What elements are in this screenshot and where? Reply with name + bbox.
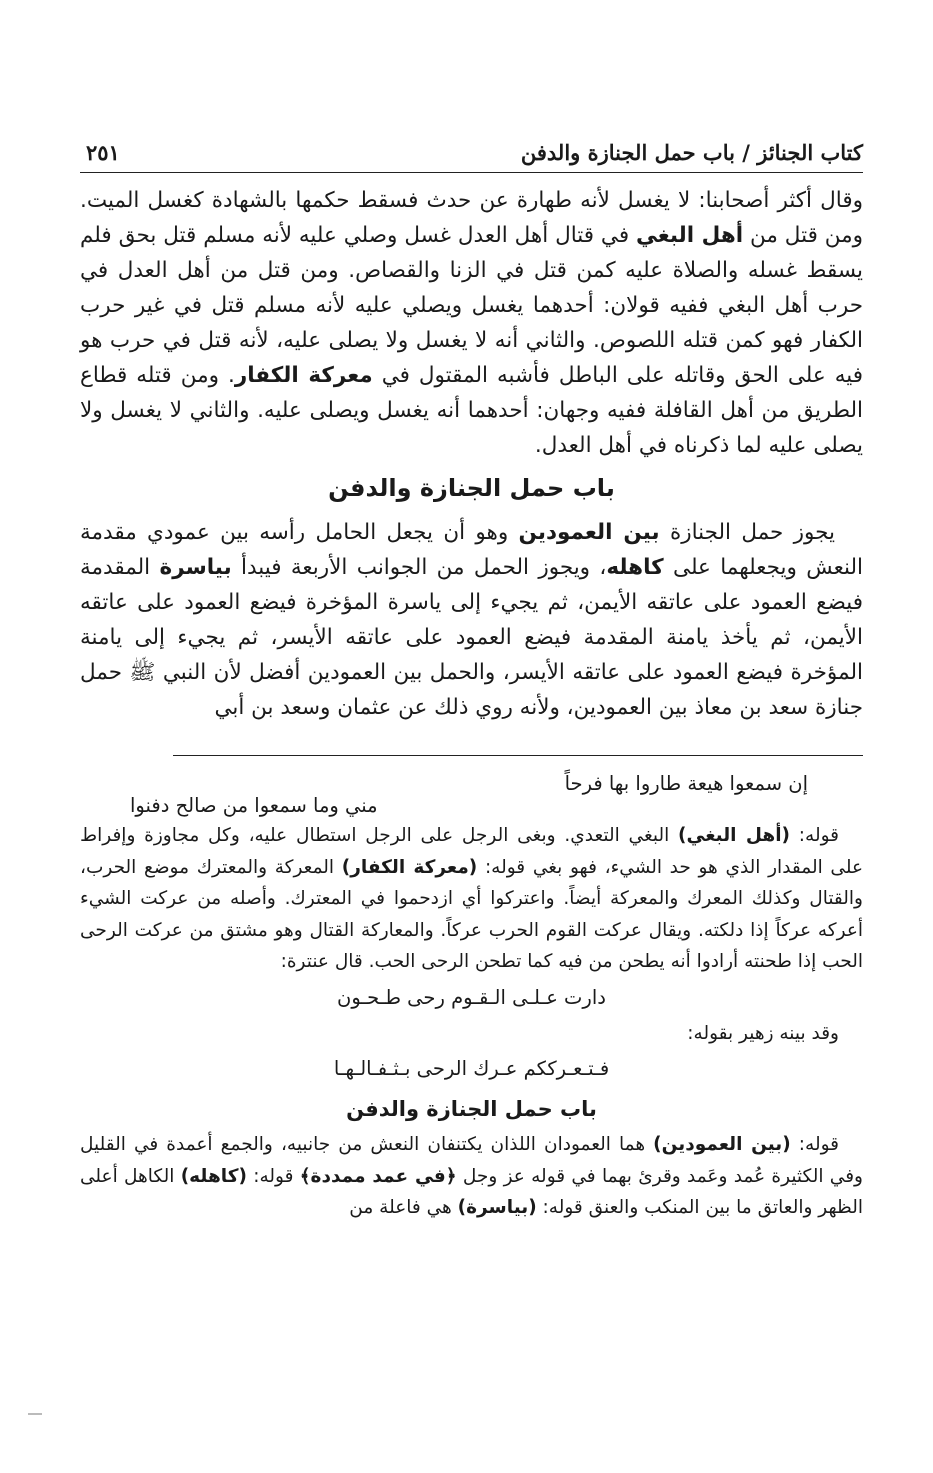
commentary-paragraph-1: قوله: (أهل البغي) البغي التعدي. وبغى الرجل على الرجل استطال عليه، وكل مجاوزة وإفراط على المقدار الذي هو حد الشيء، فهو بغي قوله: (معركة الكفار) المعركة والمعترك موضع الحرب، والقتال وكذلك المعرك والمعركة أيضاً. واعتركوا أي ازدحموا في المعترك. وأصله من عركت الشيء أعركه عركاً إذا دلكته. ويقال عركت القوم الحرب عركاً. والمعاركة القتال وهو مشتق من عركت الرحى الحب إذا طحنته أرادوا أنه يطحن من فيه كما تطحن الرحى الحب. قال عنترة: <box>80 825 863 972</box>
main-paragraph-1: وقال أكثر أصحابنا: لا يغسل لأنه طهارة عن حدث فسقط حكمها بالشهادة كغسل الميت. ومن قتل من أهل البغي في قتال أهل العدل غسل وصلي عليه لأنه مسلم قتل بحق فلم يسقط غسله والصلاة عليه كمن قتل في الزنا والقصاص. ومن قتل من أهل العدل في حرب أهل البغي ففيه قولان: أحدهما يغسل ويصلي عليه لأنه مسلم قتل في غير حرب الكفار فهو كمن قتله اللصوص. والثاني أنه لا يغسل ولا يصلى عليه، لأنه قتل في حرب هو فيه على الحق وقاتله على الباطل فأشبه المقتول في معركة الكفار. ومن قتله قطاع الطريق من أهل القافلة ففيه وجهان: أحدهما أنه يغسل ويصلى عليه. والثاني لا يغسل ولا يصلى عليه لما ذكرناه في أهل العدل. <box>80 188 864 458</box>
note-term-maarakat-al-kuffar: (معركة الكفار) <box>341 856 478 878</box>
verse-antara: دارت عـلـى الـقـوم رحى طـحـون <box>337 985 606 1009</box>
running-title: كتاب الجنائز / باب حمل الجنازة والدفن <box>520 140 863 165</box>
note-term-bayn-al-amudayn: (بين العمودين) <box>653 1134 791 1155</box>
commentary <box>80 768 863 1224</box>
verse-zuhayr: فـتـعـرككم عـرك الرحى بـثـفـالـهـا <box>333 1057 610 1080</box>
footnote-separator <box>173 755 863 756</box>
note-term-bi-yasira: (بياسرة) <box>457 1197 537 1218</box>
margin-mark <box>28 1413 42 1415</box>
verse-couplet <box>80 768 863 820</box>
note-term-ahl-al-baghy: (أهل البغي) <box>678 825 790 846</box>
page-number: ٢٥١ <box>86 140 120 165</box>
keyword-kahilih: كاهله <box>606 555 664 580</box>
verse-second-hemistich: مني وما سمعوا من صالح دفنوا <box>130 794 378 817</box>
keyword-bi-yasira: بياسرة <box>159 555 232 580</box>
keyword-ahl-al-baghy: أهل البغي <box>636 223 744 248</box>
section-heading: باب حمل الجنازة والدفن <box>328 474 615 502</box>
book-page <box>80 136 863 1224</box>
zuhayr-intro: وقد بينه زهير بقوله: <box>687 1022 839 1044</box>
keyword-maarakat-al-kuffar: معركة الكفار <box>234 363 373 388</box>
commentary-heading: باب حمل الجنازة والدفن <box>346 1097 597 1121</box>
page-header <box>80 136 863 173</box>
keyword-bayn-al-amudayn: بين العمودين <box>518 520 660 545</box>
commentary-paragraph-2: قوله: (بين العمودين) هما العمودان اللذان يكتنفان النعش من جانبيه، والجمع أعمدة في القليل وفي الكثيرة عُمد وعَمد وقرئ بهما في قوله عز وجل ﴿في عمد ممددة﴾ قوله: (كاهله) الكاهل أعلى الظهر والعاتق ما بين المنكب والعنق قوله: (بياسرة) هي فاعلة من <box>80 1134 863 1218</box>
note-term-kahilih: (كاهله) <box>180 1165 247 1187</box>
quran-quote: ﴿في عمد ممددة﴾ <box>299 1165 457 1187</box>
main-paragraph-2: يجوز حمل الجنازة بين العمودين وهو أن يجعل الحامل رأسه بين عمودي مقدمة النعش ويجعلهما على كاهله، ويجوز الحمل من الجوانب الأربعة فيبدأ بياسرة المقدمة فيضع العمود على عاتقه الأيمن، ثم يجيء إلى ياسرة المؤخرة فيضع العمود على عاتقه الأيمن، ثم يأخذ يامنة المقدمة فيضع العمود على عاتقه الأيسر، ثم يجيء إلى يامنة المؤخرة فيضع العمود على عاتقه الأيسر، والحمل بين العمودين أفضل لأن النبي ﷺ حمل جنازة سعد بن معاذ بين العمودين، ولأنه روي ذلك عن عثمان وسعد بن أبي <box>80 520 863 720</box>
main-text <box>80 183 863 725</box>
verse-first-hemistich: إن سمعوا هيعة طاروا بها فرحاً <box>564 772 808 795</box>
